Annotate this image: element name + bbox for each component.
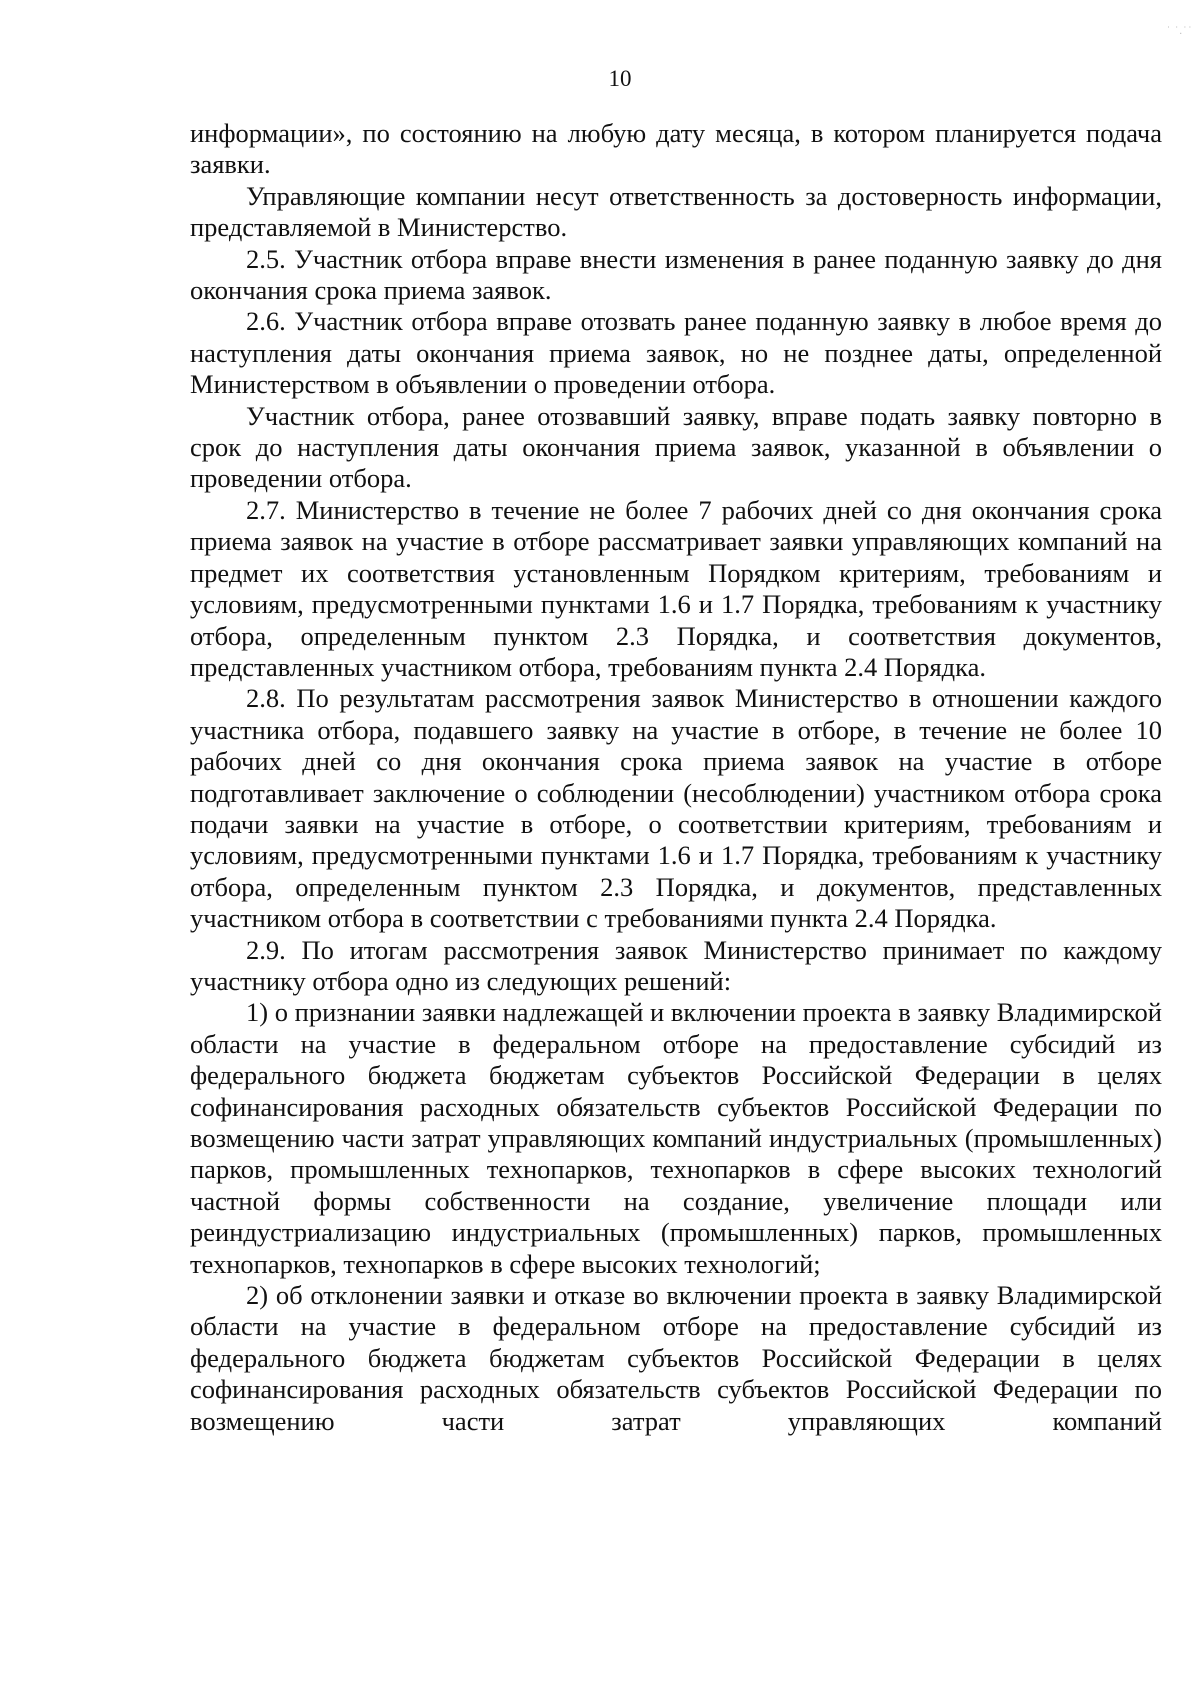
paragraph-2-7: 2.7. Министерство в течение не более 7 рабочих дней со дня окончания срока приема заявок на участие в отборе рассматривает заявки управляющих компаний на предмет их соответствия установленным Порядком критериям, требованиям и условиям, предусмотренными пунктами 1.6 и 1.7 Порядка, требованиям к участнику отбора, определенным пунктом 2.3 Порядка, и соответствия документов, представленных участником отбора, требованиям пункта 2.4 Порядка. [190, 494, 1162, 682]
scan-artifact: ˙ ˙.˙˙ [1166, 26, 1193, 37]
paragraph-management-responsibility: Управляющие компании несут ответственность за достоверность информации, представляемой в Министерство. [190, 180, 1162, 243]
document-body [190, 118, 1162, 1437]
paragraph-2-9: 2.9. По итогам рассмотрения заявок Министерство принимает по каждому участнику отбора одно из следующих решений: [190, 934, 1162, 996]
paragraph-2-8: 2.8. По результатам рассмотрения заявок Министерство в отношении каждого участника отбора, подавшего заявку на участие в отборе, в течение не более 10 рабочих дней со дня окончания срока приема заявок на участие в отборе подготавливает заключение о соблюдении (несоблюдении) участником отбора срока подачи заявки на участие в отборе, о соответствии критериям, требованиям и условиям, предусмотренными пунктами 1.6 и 1.7 Порядка, требованиям к участнику отбора, определенным пунктом 2.3 Порядка, и документов, представленных участником отбора в соответствии с требованиями пункта 2.4 Порядка. [190, 683, 1162, 934]
paragraph-continuation: информации», по состоянию на любую дату месяца, в котором планируется подача заявки. [190, 118, 1162, 180]
paragraph-decision-1: 1) о признании заявки надлежащей и включении проекта в заявку Владимирской области на участие в федеральном отборе на предоставление субсидий из федерального бюджета бюджетам субъектов Российской Федерации в целях софинансирования расходных обязательств субъектов Российской Федерации по возмещению части затрат управляющих компаний индустриальных (промышленных) парков, промышленных технопарков, технопарков в сфере высоких технологий частной формы собственности на создание, увеличение площади или реиндустриализацию индустриальных (промышленных) парков, промышленных технопарков, технопарков в сфере высоких технологий; [190, 997, 1162, 1279]
paragraph-2-5: 2.5. Участник отбора вправе внести изменения в ранее поданную заявку до дня окончания срока приема заявок. [190, 243, 1162, 306]
paragraph-decision-2: 2) об отклонении заявки и отказе во включении проекта в заявку Владимирской области на участие в федеральном отборе на предоставление субсидий из федерального бюджета бюджетам субъектов Российской Федерации в целях софинансирования расходных обязательств субъектов Российской Федерации по возмещению части затрат управляющих компаний [190, 1280, 1162, 1436]
page-number: 10 [608, 66, 632, 91]
paragraph-withdrawn-resubmit: Участник отбора, ранее отозвавший заявку, вправе подать заявку повторно в срок до наступления даты окончания приема заявок, указанной в объявлении о проведении отбора. [190, 400, 1162, 494]
paragraph-2-6: 2.6. Участник отбора вправе отозвать ранее поданную заявку в любое время до наступления даты окончания приема заявок, но не позднее даты, определенной Министерством в объявлении о проведении отбора. [190, 306, 1162, 400]
